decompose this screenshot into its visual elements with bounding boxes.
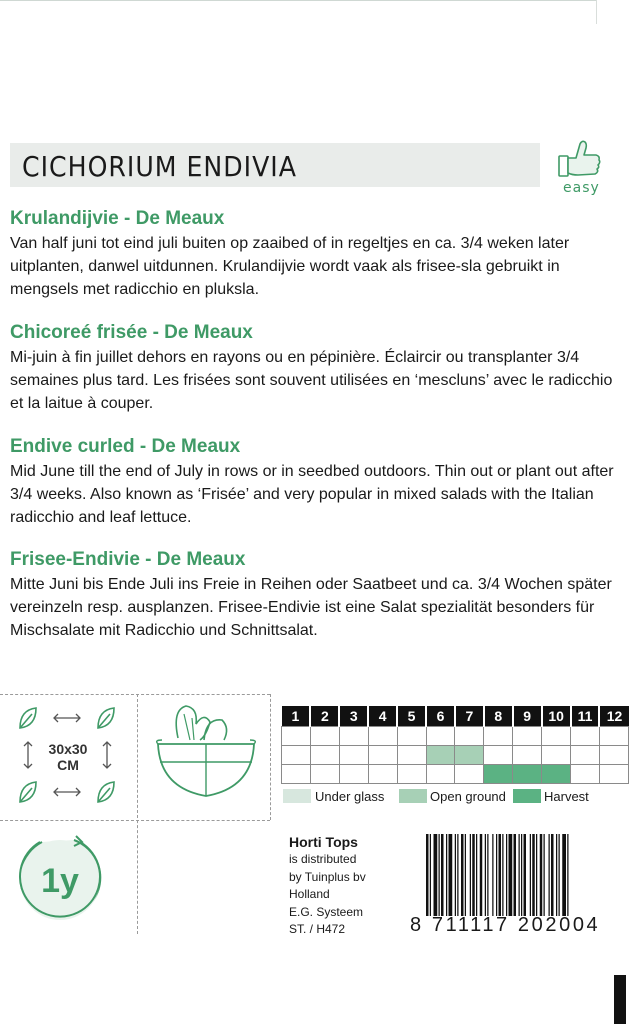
calendar-cell bbox=[397, 765, 426, 784]
section-body: Van half juni tot eind juli buiten op zaaibed of in regeltjes en ca. 3/4 weken later uitplanten, danwel uitdunnen. Krulandijvie wordt vaak als frisee-sla gebruikt in mengsels met radicchio en pluksla. bbox=[10, 235, 570, 298]
calendar-cell bbox=[368, 765, 397, 784]
sowing-calendar bbox=[281, 706, 629, 784]
calendar-cell bbox=[571, 727, 600, 746]
calendar-cell bbox=[484, 727, 513, 746]
month-header: 10 bbox=[542, 706, 571, 727]
divider bbox=[137, 694, 138, 934]
calendar-cell bbox=[310, 727, 339, 746]
calendar-month-row bbox=[282, 706, 629, 727]
divider bbox=[0, 694, 270, 695]
distributor-line: is distributed bbox=[289, 852, 357, 866]
calendar-cell bbox=[310, 746, 339, 765]
calendar-cell bbox=[282, 727, 311, 746]
calendar-cell bbox=[368, 727, 397, 746]
calendar-cell bbox=[571, 746, 600, 765]
calendar-cell bbox=[426, 727, 455, 746]
distributor-line: ST. / H472 bbox=[289, 922, 346, 936]
calendar-cell bbox=[455, 765, 484, 784]
calendar-cell bbox=[310, 765, 339, 784]
legend-swatch-under-glass bbox=[283, 789, 311, 803]
distributor-line: E.G. Systeem bbox=[289, 904, 364, 919]
month-header: 6 bbox=[426, 706, 455, 727]
spacing-value: 30x30 bbox=[48, 741, 88, 757]
calendar-cell bbox=[455, 746, 484, 765]
section-title: Krulandijvie - De Meaux bbox=[10, 208, 225, 229]
distributor-line: Holland bbox=[289, 887, 330, 901]
calendar-cell bbox=[426, 746, 455, 765]
leaf-icon bbox=[98, 708, 114, 728]
legend-label: Under glass bbox=[315, 789, 385, 804]
lifecycle-label: 1y bbox=[41, 862, 79, 900]
month-header: 4 bbox=[368, 706, 397, 727]
section-title: Endive curled - De Meaux bbox=[10, 436, 241, 457]
month-header: 12 bbox=[599, 706, 628, 727]
calendar-cell bbox=[282, 765, 311, 784]
salad-bowl-icon bbox=[150, 700, 260, 810]
section-english bbox=[10, 436, 630, 529]
section-body: Mid June till the end of July in rows or in seedbed outdoors. Thin out or plant out after 3/4 weeks. Also known as ‘Frisée’ and very popular in mixed salads with the Italian radicchio and leaf lettuce. bbox=[10, 463, 614, 526]
spacing-label bbox=[44, 741, 92, 773]
brand-name: Horti Tops bbox=[289, 834, 358, 850]
month-header: 9 bbox=[513, 706, 542, 727]
lifecycle-icon bbox=[14, 832, 106, 924]
month-header: 7 bbox=[455, 706, 484, 727]
calendar-cell bbox=[426, 765, 455, 784]
barcode bbox=[424, 834, 620, 916]
calendar-cell bbox=[397, 727, 426, 746]
distributor-line: by Tuinplus bv bbox=[289, 869, 366, 884]
section-title: Chicoreé frisée - De Meaux bbox=[10, 322, 253, 343]
calendar-cell bbox=[397, 746, 426, 765]
legend-swatch-open-ground bbox=[399, 789, 427, 803]
section-body: Mitte Juni bis Ende Juli ins Freie in Reihen oder Saatbeet und ca. 3/4 Wochen später vereinzeln resp. ausplanzen. Frisee-Endivie ist eine Salat spezialität besonders für Mischsalate mit Radicchio und Schnittsalat. bbox=[10, 576, 612, 639]
calendar-row bbox=[282, 746, 629, 765]
calendar-legend bbox=[281, 788, 629, 806]
section-body: Mi-juin à fin juillet dehors en rayons ou en pépinière. Éclaircir ou transplanter 3/4 semaines plus tard. Les frisées sont souvent utilisées en ‘mescluns’ avec le radicchio et la laitue à couper. bbox=[10, 349, 613, 412]
month-header: 5 bbox=[397, 706, 426, 727]
calendar-cell bbox=[282, 746, 311, 765]
divider bbox=[270, 694, 271, 820]
legend-label: Harvest bbox=[544, 789, 589, 804]
section-french bbox=[10, 322, 630, 415]
calendar-cell bbox=[542, 727, 571, 746]
leaf-icon bbox=[98, 782, 114, 802]
difficulty-label: easy bbox=[563, 180, 600, 196]
calendar-cell bbox=[599, 727, 628, 746]
calendar-row bbox=[282, 765, 629, 784]
thumbs-up-icon bbox=[556, 136, 604, 184]
calendar-table bbox=[281, 706, 629, 784]
month-header: 3 bbox=[339, 706, 368, 727]
print-mark bbox=[614, 975, 626, 1024]
calendar-row bbox=[282, 727, 629, 746]
month-header: 2 bbox=[310, 706, 339, 727]
calendar-body bbox=[282, 727, 629, 784]
calendar-cell bbox=[455, 727, 484, 746]
calendar-cell bbox=[599, 765, 628, 784]
section-german bbox=[10, 549, 630, 642]
month-header: 8 bbox=[484, 706, 513, 727]
leaf-icon bbox=[20, 708, 36, 728]
month-header: 11 bbox=[571, 706, 600, 727]
calendar-cell bbox=[339, 727, 368, 746]
leaf-icon bbox=[20, 782, 36, 802]
calendar-cell bbox=[484, 746, 513, 765]
section-dutch bbox=[10, 208, 630, 301]
calendar-cell bbox=[513, 727, 542, 746]
latin-name: CICHORIUM ENDIVIA bbox=[22, 150, 297, 183]
divider bbox=[0, 820, 270, 821]
calendar-cell bbox=[599, 746, 628, 765]
calendar-cell bbox=[339, 765, 368, 784]
calendar-cell bbox=[513, 746, 542, 765]
calendar-cell bbox=[484, 765, 513, 784]
calendar-cell bbox=[542, 746, 571, 765]
edge-line bbox=[596, 0, 597, 24]
legend-swatch-harvest bbox=[513, 789, 541, 803]
barcode-number: 8 711117 202004 bbox=[410, 914, 601, 936]
top-border bbox=[0, 0, 596, 1]
calendar-cell bbox=[542, 765, 571, 784]
distributor-info bbox=[289, 833, 366, 939]
calendar-cell bbox=[339, 746, 368, 765]
spacing-unit: CM bbox=[57, 757, 79, 773]
calendar-cell bbox=[368, 746, 397, 765]
calendar-cell bbox=[513, 765, 542, 784]
calendar-cell bbox=[571, 765, 600, 784]
section-title: Frisee-Endivie - De Meaux bbox=[10, 549, 246, 570]
legend-label: Open ground bbox=[430, 789, 506, 804]
month-header: 1 bbox=[282, 706, 311, 727]
